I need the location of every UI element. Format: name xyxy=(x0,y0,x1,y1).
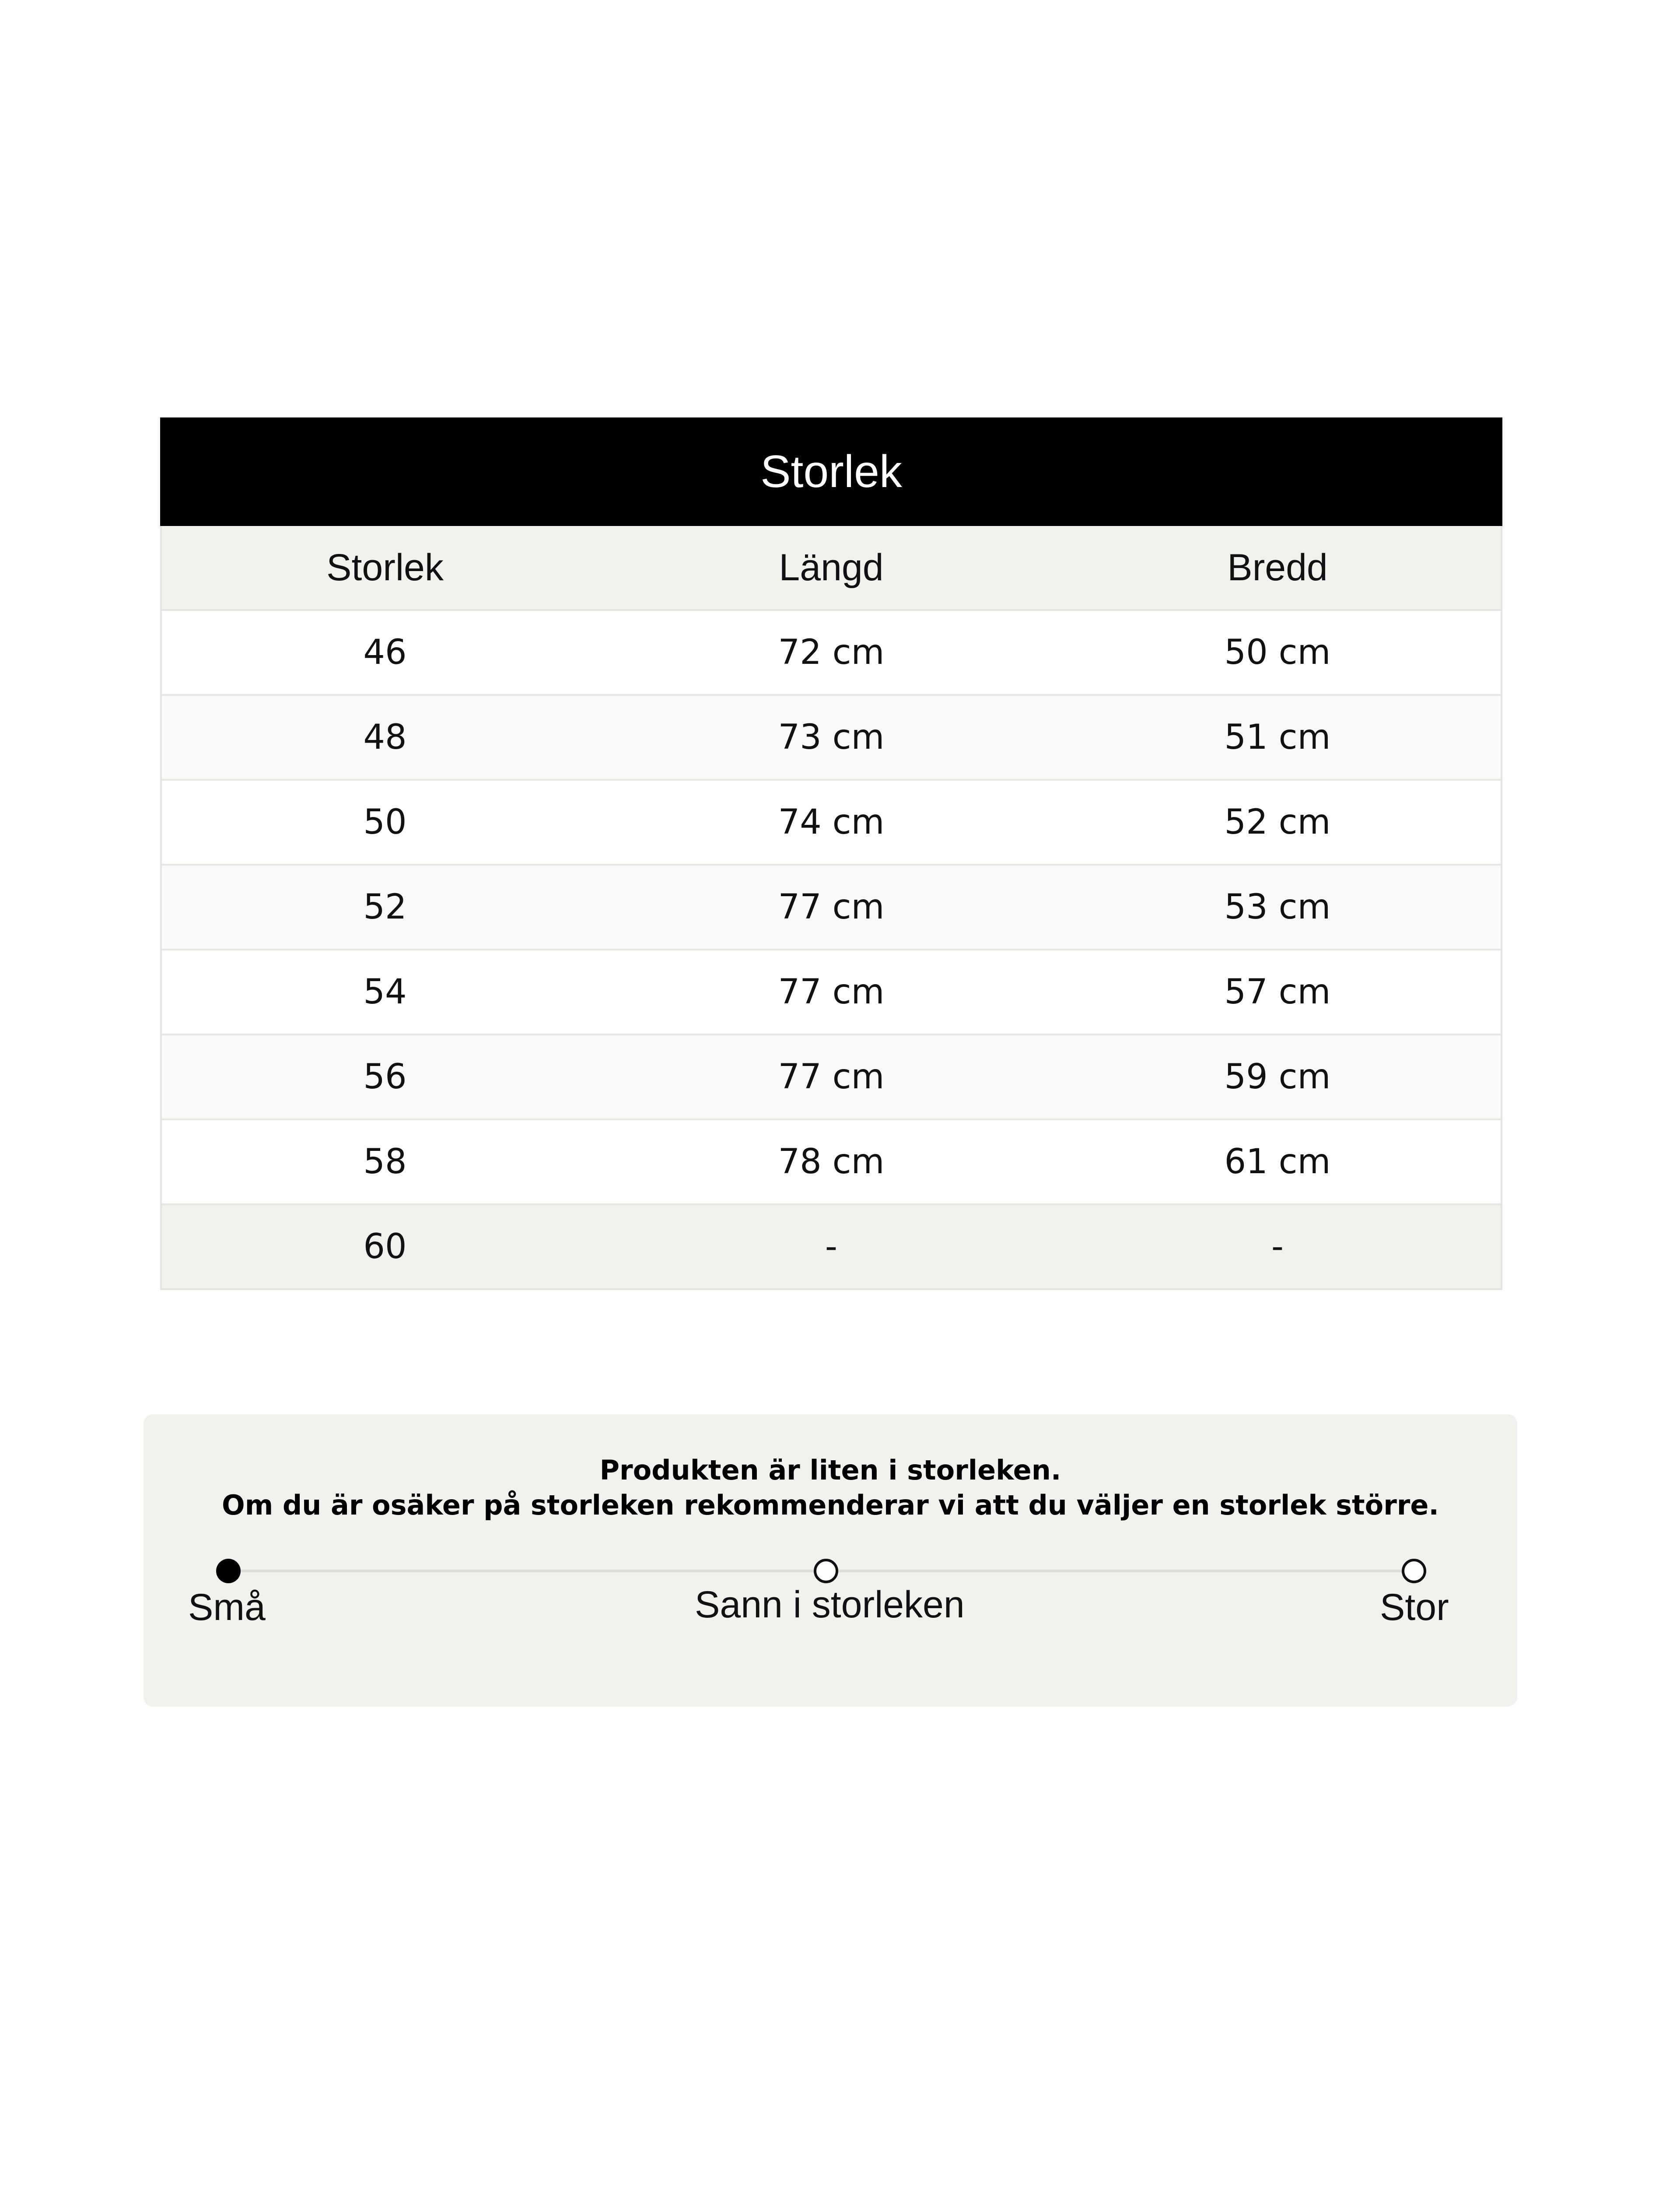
column-header-size: Storlek xyxy=(326,546,444,589)
table-row xyxy=(162,781,1501,866)
width-cell: 57 cm xyxy=(1224,972,1331,1012)
size-cell: 54 xyxy=(363,972,407,1012)
length-cell: 77 cm xyxy=(778,972,885,1012)
size-cell: 48 xyxy=(363,718,407,757)
column-header-width: Bredd xyxy=(1227,546,1328,589)
table-row xyxy=(162,950,1501,1035)
fit-line-2: Om du är osäker på storleken rekommenderar vi att du väljer en storlek större. xyxy=(222,1489,1439,1521)
length-cell: 77 cm xyxy=(778,1057,885,1097)
width-cell: 50 cm xyxy=(1224,633,1331,672)
table-body xyxy=(160,526,1502,1290)
column-header-length: Längd xyxy=(779,546,884,589)
size-cell: 50 xyxy=(363,803,407,842)
size-cell: 60 xyxy=(363,1227,407,1266)
table-row xyxy=(162,1205,1501,1288)
size-cell: 52 xyxy=(363,887,407,927)
size-cell: 56 xyxy=(363,1057,407,1097)
length-cell: 72 cm xyxy=(778,633,885,672)
length-cell: 77 cm xyxy=(778,887,885,927)
length-cell: 73 cm xyxy=(778,718,885,757)
width-cell: 51 cm xyxy=(1224,718,1331,757)
fit-marker-true-to-size-icon xyxy=(814,1559,838,1583)
table-row xyxy=(162,611,1501,696)
size-cell: 46 xyxy=(363,633,407,672)
table-header-row xyxy=(162,526,1501,611)
size-table xyxy=(160,417,1502,1290)
length-cell: 74 cm xyxy=(778,803,885,842)
table-rows xyxy=(162,611,1501,1288)
size-cell: 58 xyxy=(363,1142,407,1182)
fit-line-1: Produkten är liten i storleken. xyxy=(599,1454,1061,1486)
fit-description xyxy=(144,1453,1517,1523)
width-cell: 61 cm xyxy=(1224,1142,1331,1182)
table-row xyxy=(162,866,1501,950)
table-title: Storlek xyxy=(160,417,1502,526)
width-cell: 53 cm xyxy=(1224,887,1331,927)
width-cell: - xyxy=(1271,1227,1284,1266)
fit-info-box xyxy=(144,1414,1517,1707)
fit-marker-large-icon xyxy=(1402,1559,1426,1583)
width-cell: 59 cm xyxy=(1224,1057,1331,1097)
length-cell: 78 cm xyxy=(778,1142,885,1182)
fit-label-true-to-size: Sann i storleken xyxy=(695,1584,965,1626)
fit-label-small: Små xyxy=(188,1586,266,1628)
width-cell: 52 cm xyxy=(1224,803,1331,842)
fit-label-large: Stor xyxy=(1380,1586,1449,1628)
table-row xyxy=(162,1035,1501,1120)
length-cell: - xyxy=(825,1227,838,1266)
fit-marker-small-selected-icon xyxy=(216,1559,241,1583)
table-row xyxy=(162,696,1501,781)
table-row xyxy=(162,1120,1501,1205)
